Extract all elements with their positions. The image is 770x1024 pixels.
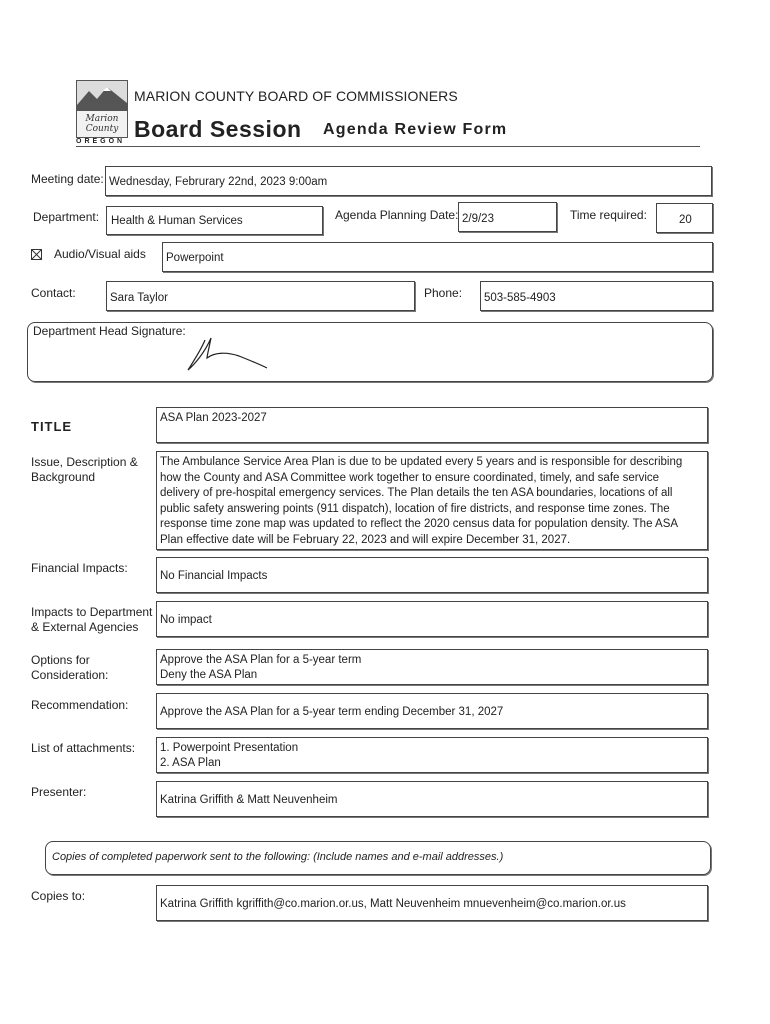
financial-label: Financial Impacts: bbox=[31, 561, 128, 575]
department-value: Health & Human Services bbox=[111, 215, 243, 227]
attachments-field[interactable] bbox=[156, 737, 708, 773]
logo-state: OREGON bbox=[76, 138, 126, 145]
contact-value: Sara Taylor bbox=[110, 292, 168, 304]
title-value: ASA Plan 2023-2027 bbox=[160, 412, 267, 424]
issue-value: The Ambulance Service Area Plan is due to be updated every 5 years and is responsible for describing how the County and ASA Committee work together to ensure coordinated, timely, and safe service delivery of pre-hospital emergency services. The Plan details the ten ASA boundaries, locations of all public safety answering points (911 dispatch), location of fire districts, and response time zones. The response time zone map was updated to reflect the 2020 census data for population density. The ASA Plan effective date will be February 22, 2023 and will expire December 31, 2027. bbox=[160, 456, 683, 546]
presenter-label: Presenter: bbox=[31, 785, 87, 799]
handwritten-signature bbox=[183, 328, 273, 374]
planning-date-label: Agenda Planning Date: bbox=[335, 208, 459, 222]
title-field[interactable] bbox=[156, 407, 708, 443]
options-label: Options for Consideration: bbox=[31, 653, 109, 682]
recommendation-label: Recommendation: bbox=[31, 698, 129, 712]
options-line-2: Deny the ASA Plan bbox=[160, 669, 258, 681]
attachments-label: List of attachments: bbox=[31, 741, 136, 755]
time-required-field[interactable] bbox=[656, 203, 713, 233]
attachments-line-1: 1. Powerpoint Presentation bbox=[160, 742, 299, 754]
logo-text-marion: Marion bbox=[85, 114, 119, 124]
copies-to-field[interactable] bbox=[156, 885, 708, 921]
phone-label: Phone: bbox=[424, 286, 463, 300]
time-required-label: Time required: bbox=[570, 208, 647, 222]
contact-field[interactable] bbox=[106, 281, 415, 311]
copies-note: Copies of completed paperwork sent to the following: (Include names and e-mail addresses.) bbox=[52, 851, 504, 863]
audio-visual-field[interactable] bbox=[162, 242, 713, 272]
issue-field[interactable] bbox=[156, 451, 708, 550]
checkbox-x-icon bbox=[32, 250, 41, 259]
meeting-date-value: Wednesday, Februrary 22nd, 2023 9:00am bbox=[109, 176, 328, 188]
audio-visual-label: Audio/Visual aids bbox=[54, 247, 146, 261]
options-field[interactable] bbox=[156, 649, 708, 685]
audio-visual-value: Powerpoint bbox=[166, 252, 224, 264]
logo-text-county: County bbox=[85, 124, 119, 134]
recommendation-value: Approve the ASA Plan for a 5-year term ending December 31, 2027 bbox=[160, 706, 504, 718]
county-logo bbox=[76, 80, 128, 138]
issue-label: Issue, Description & Background bbox=[31, 455, 138, 484]
signature-label: Department Head Signature: bbox=[33, 324, 186, 338]
phone-field[interactable] bbox=[480, 281, 713, 311]
department-label: Department: bbox=[33, 210, 100, 224]
copies-to-value: Katrina Griffith kgriffith@co.marion.or.us, Matt Neuvenheim mnuevenheim@co.marion.or.us bbox=[160, 898, 626, 910]
copies-to-label: Copies to: bbox=[31, 889, 86, 903]
options-line-1: Approve the ASA Plan for a 5-year term bbox=[160, 654, 362, 666]
contact-label: Contact: bbox=[31, 286, 76, 300]
impacts-value: No impact bbox=[160, 614, 212, 626]
impacts-field[interactable] bbox=[156, 601, 708, 637]
signature-box[interactable] bbox=[27, 322, 713, 382]
meeting-date-field[interactable] bbox=[105, 166, 712, 196]
header-divider bbox=[76, 146, 700, 147]
mountain-logo-icon bbox=[77, 81, 127, 137]
presenter-value: Katrina Griffith & Matt Neuvenheim bbox=[160, 794, 338, 806]
phone-value: 503-585-4903 bbox=[484, 292, 556, 304]
form-subtitle: Agenda Review Form bbox=[323, 121, 508, 138]
meeting-date-label: Meeting date: bbox=[31, 172, 104, 186]
financial-field[interactable] bbox=[156, 557, 708, 593]
presenter-field[interactable] bbox=[156, 781, 708, 817]
time-required-value: 20 bbox=[679, 214, 692, 226]
financial-value: No Financial Impacts bbox=[160, 570, 268, 582]
attachments-line-2: 2. ASA Plan bbox=[160, 757, 221, 769]
audio-visual-checkbox[interactable] bbox=[31, 249, 42, 260]
recommendation-field[interactable] bbox=[156, 693, 708, 729]
organization-name: MARION COUNTY BOARD OF COMMISSIONERS bbox=[134, 88, 458, 104]
form-title: Board Session bbox=[134, 116, 302, 142]
department-field[interactable] bbox=[106, 206, 323, 235]
planning-date-value: 2/9/23 bbox=[462, 213, 494, 225]
planning-date-field[interactable] bbox=[458, 202, 557, 232]
title-heading: TITLE bbox=[31, 419, 73, 434]
impacts-label: Impacts to Department & External Agencies bbox=[31, 605, 153, 634]
